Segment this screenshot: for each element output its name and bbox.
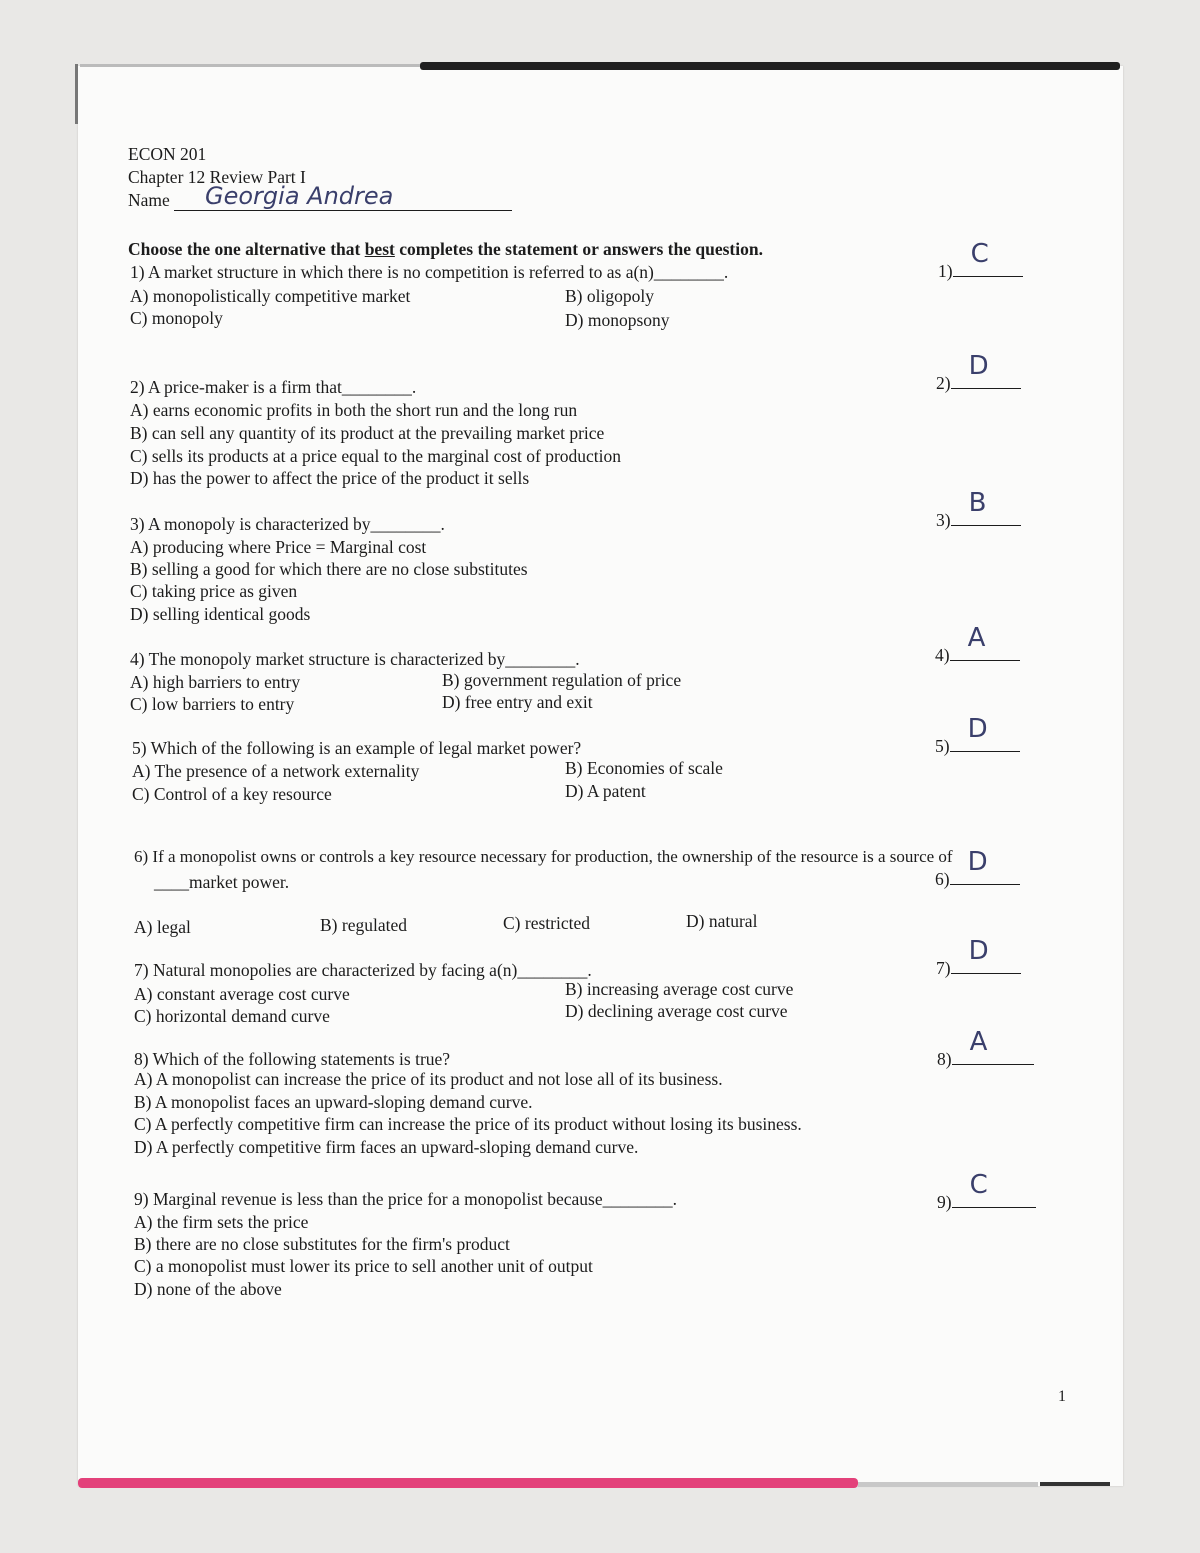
worksheet-title: Chapter 12 Review Part I bbox=[128, 167, 306, 187]
question-9-option-c: C) a monopolist must lower its price to sell another unit of output bbox=[134, 1256, 593, 1276]
answer-9-handwritten: C bbox=[969, 1170, 989, 1200]
answer-8-handwritten: A bbox=[969, 1027, 989, 1057]
answer-4: 4) A bbox=[935, 640, 1020, 665]
question-4-option-a: A) high barriers to entry bbox=[130, 672, 301, 692]
question-6-option-d: D) natural bbox=[686, 911, 758, 931]
question-7-option-a: A) constant average cost curve bbox=[134, 984, 350, 1004]
question-5-option-d: D) A patent bbox=[565, 781, 646, 801]
question-8-option-d: D) A perfectly competitive firm faces an upward-sloping demand curve. bbox=[134, 1137, 639, 1157]
question-2-option-c: C) sells its products at a price equal to the marginal cost of production bbox=[130, 446, 622, 466]
answer-2-handwritten: D bbox=[968, 351, 990, 381]
question-7-prompt: 7) Natural monopolies are characterized by facing a(n)________. bbox=[134, 960, 592, 980]
student-name-handwritten: Georgia Andrea bbox=[205, 182, 394, 210]
answer-8: 8) A bbox=[937, 1044, 1034, 1069]
page-edge-shadow bbox=[75, 64, 78, 124]
question-9-option-d: D) none of the above bbox=[134, 1279, 282, 1299]
question-5-option-a: A) The presence of a network externality bbox=[132, 761, 420, 781]
table-edge bbox=[1040, 1482, 1110, 1486]
question-8-option-b: B) A monopolist faces an upward-sloping demand curve. bbox=[134, 1092, 533, 1112]
question-4-prompt: 4) The monopoly market structure is characterized by________. bbox=[130, 649, 580, 669]
question-9-prompt: 9) Marginal revenue is less than the price for a monopolist because________. bbox=[134, 1189, 678, 1209]
question-7-option-b: B) increasing average cost curve bbox=[565, 979, 794, 999]
table-edge bbox=[78, 1478, 858, 1488]
question-6-option-c: C) restricted bbox=[503, 913, 590, 933]
answer-5-handwritten: D bbox=[967, 714, 989, 744]
question-5-option-c: C) Control of a key resource bbox=[132, 784, 332, 804]
answer-1: 1) C bbox=[938, 256, 1023, 281]
answer-4-handwritten: A bbox=[967, 623, 987, 653]
question-3-option-b: B) selling a good for which there are no close substitutes bbox=[130, 559, 528, 579]
question-6-prompt-continued: ____market power. bbox=[154, 872, 290, 892]
question-7-option-d: D) declining average cost curve bbox=[565, 1001, 788, 1021]
answer-5: 5) D bbox=[935, 731, 1020, 756]
question-1-option-c: C) monopoly bbox=[130, 308, 223, 328]
question-3-option-d: D) selling identical goods bbox=[130, 604, 311, 624]
question-8-option-a: A) A monopolist can increase the price of its product and not lose all of its business. bbox=[134, 1069, 723, 1089]
course-code: ECON 201 bbox=[128, 144, 207, 164]
page-edge-shadow bbox=[80, 64, 420, 67]
question-4-option-d: D) free entry and exit bbox=[442, 692, 593, 712]
question-3-option-c: C) taking price as given bbox=[130, 581, 298, 601]
answer-7: 7) D bbox=[936, 953, 1021, 978]
name-underline bbox=[174, 210, 512, 211]
question-5-prompt: 5) Which of the following is an example of legal market power? bbox=[132, 738, 582, 758]
page-number: 1 bbox=[1058, 1388, 1066, 1405]
answer-2: 2) D bbox=[936, 368, 1021, 393]
question-1-option-d: D) monopsony bbox=[565, 310, 670, 330]
question-9-option-a: A) the firm sets the price bbox=[134, 1212, 309, 1232]
answer-6-handwritten: D bbox=[967, 847, 989, 877]
answer-1-handwritten: C bbox=[970, 239, 990, 269]
question-1-option-b: B) oligopoly bbox=[565, 286, 654, 306]
question-2-option-b: B) can sell any quantity of its product at the prevailing market price bbox=[130, 423, 605, 443]
question-4-option-b: B) government regulation of price bbox=[442, 670, 682, 690]
question-1-option-a: A) monopolistically competitive market bbox=[130, 286, 411, 306]
question-2-option-a: A) earns economic profits in both the short run and the long run bbox=[130, 400, 578, 420]
question-5-option-b: B) Economies of scale bbox=[565, 758, 723, 778]
question-7-option-c: C) horizontal demand curve bbox=[134, 1006, 330, 1026]
question-3-option-a: A) producing where Price = Marginal cost bbox=[130, 537, 427, 557]
question-2-prompt: 2) A price-maker is a firm that________. bbox=[130, 377, 417, 397]
answer-9: 9) C bbox=[937, 1187, 1036, 1212]
question-6-option-b: B) regulated bbox=[320, 915, 407, 935]
question-6-prompt: 6) If a monopolist owns or controls a key resource necessary for production, the ownership of the resource is a source of bbox=[134, 847, 953, 866]
instructions: Choose the one alternative that best completes the statement or answers the question. bbox=[128, 239, 763, 259]
page-edge-shadow bbox=[420, 62, 1120, 70]
question-3-prompt: 3) A monopoly is characterized by________. bbox=[130, 514, 445, 534]
question-8-option-c: C) A perfectly competitive firm can increase the price of its product without losing its business. bbox=[134, 1114, 802, 1134]
answer-3-handwritten: B bbox=[968, 488, 988, 518]
table-edge bbox=[858, 1482, 1038, 1487]
question-6-option-a: A) legal bbox=[134, 917, 191, 937]
question-9-option-b: B) there are no close substitutes for the firm's product bbox=[134, 1234, 510, 1254]
question-2-option-d: D) has the power to affect the price of the product it sells bbox=[130, 468, 530, 488]
name-label: Name bbox=[128, 190, 170, 210]
answer-3: 3) B bbox=[936, 505, 1021, 530]
answer-7-handwritten: D bbox=[968, 936, 990, 966]
question-1-prompt: 1) A market structure in which there is no competition is referred to as a(n)________. bbox=[130, 262, 729, 282]
question-8-prompt: 8) Which of the following statements is true? bbox=[134, 1049, 451, 1069]
answer-6: 6) D bbox=[935, 864, 1020, 889]
question-4-option-c: C) low barriers to entry bbox=[130, 694, 295, 714]
